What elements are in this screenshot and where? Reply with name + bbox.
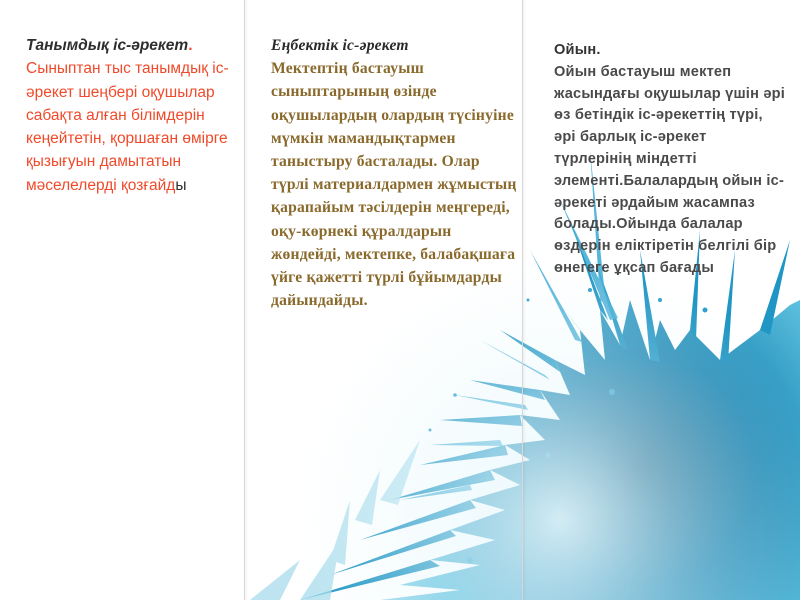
cognitive-activity-heading: Танымдық іс-әрекет (26, 37, 189, 54)
cognitive-activity-column (26, 34, 236, 197)
play-activity-text: Ойын бастауыш мектеп жасындағы оқушылар үшін әрі өз бетіндік іс-әрекеттің түрі, әрі барлық іс-әрекет түрлерінің міндетті элементі.Балалардың ойын іс-әрекеті әрдайым жасампаз болады.Ойында балалар өздерін еліктіретін белгілі бір өнегеге ұқсап бағады (554, 63, 786, 276)
column-divider-left (244, 0, 245, 600)
column-divider-right (522, 0, 523, 600)
play-activity-column (554, 40, 786, 280)
labor-activity-text: Мектептің бастауыш сыныптарының өзінде оқушылардың олардың түсінуіне мүмкін мамандықтармен таныстыру басталады. Олар түрлі материалдармен жұмыстың қарапайым тәсілдерін меңгереді, оқу-көрнекі құралдарын жөндейді, мектепке, балабақшаға үйге қажетті түрлі бұйымдарды дайындайды. (271, 60, 517, 310)
play-activity-heading: Ойын. (554, 42, 601, 58)
labor-activity-column (271, 34, 519, 312)
cognitive-activity-text: Сыныптан тыс танымдық іс-әрекет шеңбері оқушылар сабақта алған білімдерін кеңейтетін, қоршаған өмірге қызығуын дамытатын мәселелерді қозғайд (26, 60, 229, 194)
cognitive-activity-heading-dot: . (188, 37, 193, 54)
cognitive-activity-text-tail: ы (175, 176, 187, 194)
labor-activity-heading: Еңбектік іс-әрекет (271, 37, 409, 54)
